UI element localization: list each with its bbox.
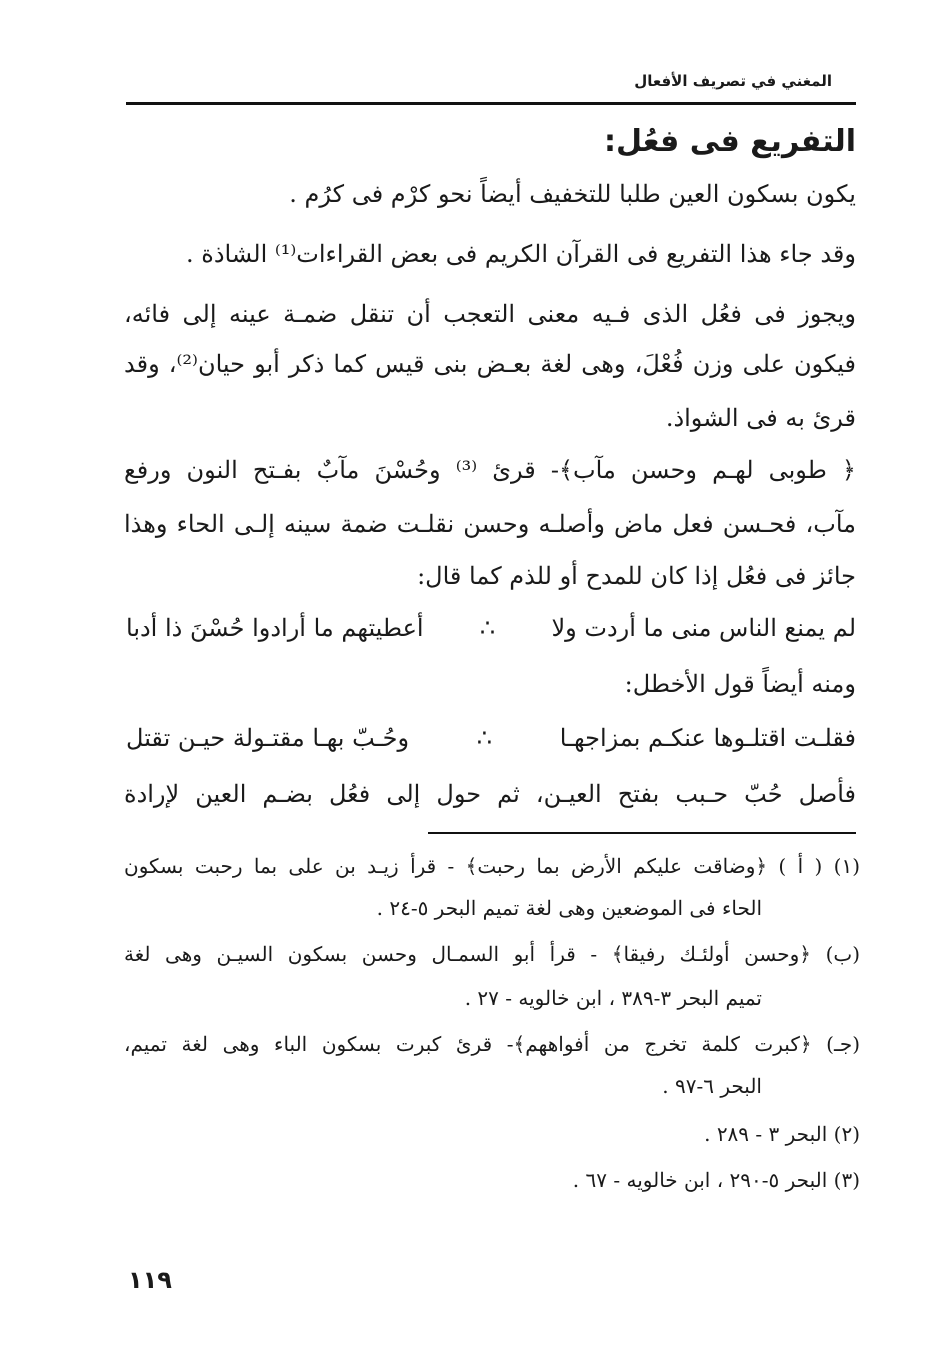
verse-separator: ∴ xyxy=(479,614,496,642)
footnote-line: الحاء فى الموضعين وهى لغة تميم البحر ٥-٢٤ . xyxy=(376,896,762,920)
body-line: مآب، فحـسن فعل ماض وأصلـه وحسن نقلـت ضمة سينه إلـى الحاء وهذا xyxy=(124,510,856,538)
body-line: فيكون على وزن فُعْلَ، وهى لغة بعـض بنى قيس كما ذكر أبو حيان⁽²⁾، وقد xyxy=(124,350,856,378)
verse-separator: ∴ xyxy=(476,724,493,752)
body-line: ويجوز فى فعُل الذى فـيه معنى التعجب أن تنقل ضمـة عينه إلى فائه، xyxy=(124,300,856,328)
footnote-line: (جـ) ﴿كبرت كلمة تخرج من أفواههم﴾- قرئ كبرت بسكون الباء وهى لغة تميم، xyxy=(124,1032,860,1056)
footnote-line: تميم البحر ٣-٣٨٩ ، ابن خالويه - ٢٧ . xyxy=(464,986,762,1010)
footnote-line: (١) ( أ ) ﴿وضاقت عليكم الأرض بما رحبت﴾ - قرأ زيـد بن على بما رحبت بسكون xyxy=(124,854,860,878)
body-line: فأصل حُبّ حـبب بفتح العيـن، ثم حول إلى فعُل بضـم العين لإرادة xyxy=(124,780,856,808)
body-line: وقد جاء هذا التفريع فى القرآن الكريم فى بعض القراءات⁽¹⁾ الشاذة . xyxy=(186,240,856,268)
body-line: يكون بسكون العين طلبا للتخفيف أيضاً نحو كرْم فى كرُم . xyxy=(289,180,856,208)
poetry-verse xyxy=(126,614,856,642)
body-line: ﴿ طوبى لهـم وحسن مآب﴾- قرئ ⁽³⁾ وحُسْنَ مآبٌ بفـتح النون ورفع xyxy=(124,456,856,484)
running-head: المغني في تصريف الأفعال xyxy=(634,72,832,90)
footnote-line: (٣) البحر ٥-٢٩٠ ، ابن خالويه - ٦٧ . xyxy=(572,1168,860,1192)
footnote-line: البحر ٦-٩٧ . xyxy=(662,1074,762,1098)
footnote-line: (ب) ﴿وحسن أولئـك رفيقا﴾ - قرأ أبو السمـال وحسن بسكون السيـن وهى لغة xyxy=(124,942,860,966)
verse-hemistich: وحُـبّ بهـا مقتـولة حيـن تقتل xyxy=(126,724,410,752)
body-line: قرئ به فى الشواذ. xyxy=(665,404,856,432)
verse-hemistich: أعطيتهم ما أرادوا حُسْنَ ذا أدبا xyxy=(126,614,424,642)
poetry-verse xyxy=(126,724,856,752)
section-title: التفريع فى فعُل: xyxy=(603,124,856,159)
verse-hemistich: فقلـت اقتلـوها عنكـم بمزاجهـا xyxy=(559,724,856,752)
verse-hemistich: لم يمنع الناس منى ما أردت ولا xyxy=(551,614,856,642)
footnote-line: (٢) البحر ٣ - ٢٨٩ . xyxy=(704,1122,860,1146)
page-number: ١١٩ xyxy=(128,1266,172,1294)
header-rule xyxy=(126,102,856,105)
body-line: ومنه أيضاً قول الأخطل: xyxy=(624,670,856,698)
body-line: جائز فى فعُل إذا كان للمدح أو للذم كما قال: xyxy=(417,562,856,590)
footnote-rule xyxy=(428,832,856,834)
